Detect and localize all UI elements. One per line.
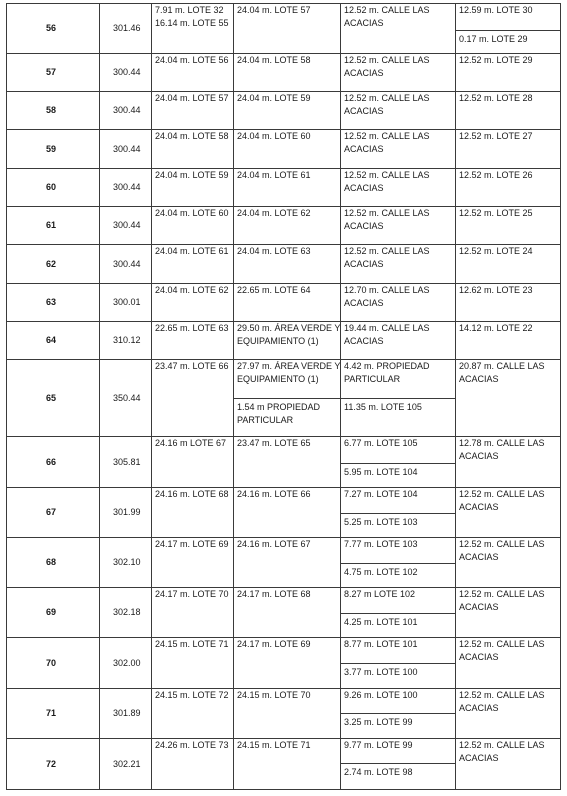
boundary-frente: 7.91 m. LOTE 32 — [155, 5, 224, 15]
lote-number: 70 — [46, 658, 57, 668]
boundary-izq: 6.77 m. LOTE 105 — [344, 438, 418, 448]
cell-divider — [340, 763, 455, 764]
lote-area: 300.44 — [113, 220, 141, 230]
boundary-fondo: 24.17 m. LOTE 68 — [237, 589, 311, 599]
boundary-izq: 4.75 m. LOTE 102 — [344, 567, 418, 577]
cell-divider — [340, 563, 455, 564]
lote-number: 66 — [46, 457, 57, 467]
boundary-izq: 9.26 m. LOTE 100 — [344, 690, 418, 700]
boundary-izq: 7.27 m. LOTE 104 — [344, 489, 418, 499]
lote-number: 67 — [46, 507, 57, 517]
lote-area: 302.21 — [113, 759, 141, 769]
boundary-izq: 3.25 m. LOTE 99 — [344, 717, 413, 727]
lote-area: 301.89 — [113, 708, 141, 718]
boundary-der: ACACIAS — [459, 703, 499, 713]
boundary-izq: ACACIAS — [344, 259, 384, 269]
boundary-fondo: 22.65 m. LOTE 64 — [237, 285, 311, 295]
boundary-fondo: 24.15 m. LOTE 70 — [237, 690, 311, 700]
lote-number: 56 — [46, 23, 57, 33]
boundary-fondo: 24.16 m. LOTE 67 — [237, 539, 311, 549]
boundary-frente: 23.47 m. LOTE 66 — [155, 361, 229, 371]
lote-number: 61 — [46, 220, 57, 230]
boundary-fondo: 24.04 m. LOTE 57 — [237, 5, 311, 15]
boundary-fondo: 24.04 m. LOTE 63 — [237, 246, 311, 256]
cell-divider — [340, 513, 455, 514]
boundary-der: 12.78 m. CALLE LAS — [459, 438, 545, 448]
boundary-der: ACACIAS — [459, 451, 499, 461]
boundary-frente: 24.04 m. LOTE 58 — [155, 131, 229, 141]
cell-divider — [233, 398, 340, 399]
boundary-fondo: 23.47 m. LOTE 65 — [237, 438, 311, 448]
lote-area: 302.18 — [113, 607, 141, 617]
boundary-izq: 2.74 m. LOTE 98 — [344, 767, 413, 777]
boundary-der: 12.52 m. LOTE 25 — [459, 208, 533, 218]
lote-number: 58 — [46, 105, 57, 115]
boundary-fondo: 29.50 m. ÁREA VERDE Y — [237, 323, 341, 333]
column-rule — [560, 3, 561, 790]
boundary-fondo: 24.16 m. LOTE 66 — [237, 489, 311, 499]
boundary-der: 12.52 m. CALLE LAS — [459, 589, 545, 599]
boundary-fondo: 24.04 m. LOTE 59 — [237, 93, 311, 103]
boundary-frente: 24.04 m. LOTE 61 — [155, 246, 229, 256]
boundary-der: ACACIAS — [459, 374, 499, 384]
lote-area: 310.12 — [113, 335, 141, 345]
boundary-fondo: 24.15 m. LOTE 71 — [237, 740, 311, 750]
lote-area: 300.44 — [113, 259, 141, 269]
boundary-izq: 11.35 m. LOTE 105 — [344, 402, 422, 412]
lote-area: 300.44 — [113, 182, 141, 192]
boundary-frente: 24.26 m. LOTE 73 — [155, 740, 229, 750]
lote-number: 64 — [46, 335, 57, 345]
boundary-izq: 12.52 m. CALLE LAS — [344, 170, 430, 180]
boundary-izq: 9.77 m. LOTE 99 — [344, 740, 413, 750]
boundary-der: 12.62 m. LOTE 23 — [459, 285, 533, 295]
boundary-izq: 12.52 m. CALLE LAS — [344, 246, 430, 256]
column-rule — [340, 3, 341, 790]
boundary-der: ACACIAS — [459, 652, 499, 662]
boundary-der: ACACIAS — [459, 502, 499, 512]
cell-divider — [340, 398, 455, 399]
boundary-der: 12.52 m. LOTE 24 — [459, 246, 533, 256]
boundary-der: 12.52 m. CALLE LAS — [459, 639, 545, 649]
lote-area: 305.81 — [113, 457, 141, 467]
boundary-izq: 4.42 m. PROPIEDAD — [344, 361, 430, 371]
boundary-der: ACACIAS — [459, 552, 499, 562]
lote-area: 350.44 — [113, 393, 141, 403]
boundary-izq: 7.77 m. LOTE 103 — [344, 539, 418, 549]
cell-divider — [340, 663, 455, 664]
boundary-fondo: 24.04 m. LOTE 60 — [237, 131, 311, 141]
row-rule — [6, 789, 561, 790]
column-rule — [99, 3, 100, 790]
cell-divider — [340, 463, 455, 464]
boundary-frente: 24.16 m. LOTE 68 — [155, 489, 229, 499]
boundary-der: 20.87 m. CALLE LAS — [459, 361, 545, 371]
boundary-frente: 24.04 m. LOTE 56 — [155, 55, 229, 65]
boundary-der: 12.52 m. LOTE 26 — [459, 170, 533, 180]
lote-area: 300.44 — [113, 105, 141, 115]
boundary-der: 12.52 m. CALLE LAS — [459, 489, 545, 499]
boundary-frente: 24.04 m. LOTE 60 — [155, 208, 229, 218]
boundary-frente: 24.15 m. LOTE 72 — [155, 690, 229, 700]
cell-divider — [340, 613, 455, 614]
boundary-frente: 24.17 m. LOTE 69 — [155, 539, 229, 549]
cell-divider — [340, 713, 455, 714]
lote-number: 65 — [46, 393, 57, 403]
boundary-izq: 3.77 m. LOTE 100 — [344, 667, 418, 677]
boundary-izq: 5.95 m. LOTE 104 — [344, 467, 418, 477]
lote-area: 302.10 — [113, 557, 141, 567]
lote-area: 302.00 — [113, 658, 141, 668]
column-rule — [6, 3, 7, 790]
boundary-frente: 24.04 m. LOTE 57 — [155, 93, 229, 103]
boundary-izq: 4.25 m. LOTE 101 — [344, 617, 418, 627]
boundary-fondo: 24.04 m. LOTE 62 — [237, 208, 311, 218]
lote-area: 301.46 — [113, 23, 141, 33]
boundary-der: 12.52 m. CALLE LAS — [459, 740, 545, 750]
boundary-fondo: PARTICULAR — [237, 415, 294, 425]
cell-divider — [455, 30, 560, 31]
lote-number: 71 — [46, 708, 57, 718]
lote-number: 72 — [46, 759, 57, 769]
boundary-frente: 24.16 m LOTE 67 — [155, 438, 227, 448]
boundary-izq: 8.77 m. LOTE 101 — [344, 639, 418, 649]
boundary-fondo: EQUIPAMIENTO (1) — [237, 374, 319, 384]
boundary-fondo: 24.17 m. LOTE 69 — [237, 639, 311, 649]
boundary-fondo: 24.04 m. LOTE 58 — [237, 55, 311, 65]
boundary-frente: 24.04 m. LOTE 59 — [155, 170, 229, 180]
boundary-izq: ACACIAS — [344, 336, 384, 346]
boundary-der: ACACIAS — [459, 753, 499, 763]
boundary-der: 12.52 m. CALLE LAS — [459, 539, 545, 549]
boundary-fondo: 1.54 m PROPIEDAD — [237, 402, 321, 412]
lote-area: 301.99 — [113, 507, 141, 517]
boundary-der: 12.52 m. CALLE LAS — [459, 690, 545, 700]
boundary-der: 14.12 m. LOTE 22 — [459, 323, 533, 333]
column-rule — [151, 3, 152, 790]
lote-area: 300.01 — [113, 297, 141, 307]
boundary-frente: 16.14 m. LOTE 55 — [155, 18, 229, 28]
boundary-izq: 19.44 m. CALLE LAS — [344, 323, 430, 333]
boundary-izq: 5.25 m. LOTE 103 — [344, 517, 418, 527]
lote-number: 69 — [46, 607, 57, 617]
boundary-frente: 24.15 m. LOTE 71 — [155, 639, 229, 649]
boundary-izq: ACACIAS — [344, 298, 384, 308]
boundary-der: 12.52 m. LOTE 29 — [459, 55, 533, 65]
lote-number: 63 — [46, 297, 57, 307]
boundary-izq: ACACIAS — [344, 106, 384, 116]
boundary-izq: ACACIAS — [344, 221, 384, 231]
lote-area: 300.44 — [113, 144, 141, 154]
boundary-izq: 12.52 m. CALLE LAS — [344, 55, 430, 65]
boundary-frente: 22.65 m. LOTE 63 — [155, 323, 229, 333]
boundary-izq: 12.70 m. CALLE LAS — [344, 285, 430, 295]
boundary-der: 12.59 m. LOTE 30 — [459, 5, 533, 15]
boundary-izq: 12.52 m. CALLE LAS — [344, 208, 430, 218]
boundary-izq: 12.52 m. CALLE LAS — [344, 93, 430, 103]
boundary-der: ACACIAS — [459, 602, 499, 612]
lote-number: 68 — [46, 557, 57, 567]
boundary-der: 12.52 m. LOTE 28 — [459, 93, 533, 103]
boundary-fondo: 27.97 m. ÁREA VERDE Y — [237, 361, 341, 371]
lote-number: 60 — [46, 182, 57, 192]
boundary-izq: ACACIAS — [344, 183, 384, 193]
lote-number: 62 — [46, 259, 57, 269]
lote-number: 57 — [46, 67, 57, 77]
boundary-izq: ACACIAS — [344, 68, 384, 78]
boundary-der: 12.52 m. LOTE 27 — [459, 131, 533, 141]
boundary-frente: 24.17 m. LOTE 70 — [155, 589, 229, 599]
boundary-izq: 8.27 m LOTE 102 — [344, 589, 416, 599]
boundary-izq: ACACIAS — [344, 18, 384, 28]
boundary-fondo: 24.04 m. LOTE 61 — [237, 170, 311, 180]
boundary-frente: 24.04 m. LOTE 62 — [155, 285, 229, 295]
lote-area: 300.44 — [113, 67, 141, 77]
boundary-izq: 12.52 m. CALLE LAS — [344, 5, 430, 15]
column-rule — [455, 3, 456, 790]
boundary-der: 0.17 m. LOTE 29 — [459, 34, 528, 44]
lote-number: 59 — [46, 144, 57, 154]
column-rule — [233, 3, 234, 790]
boundary-izq: ACACIAS — [344, 144, 384, 154]
boundary-izq: PARTICULAR — [344, 374, 401, 384]
boundary-izq: 12.52 m. CALLE LAS — [344, 131, 430, 141]
boundary-fondo: EQUIPAMIENTO (1) — [237, 336, 319, 346]
